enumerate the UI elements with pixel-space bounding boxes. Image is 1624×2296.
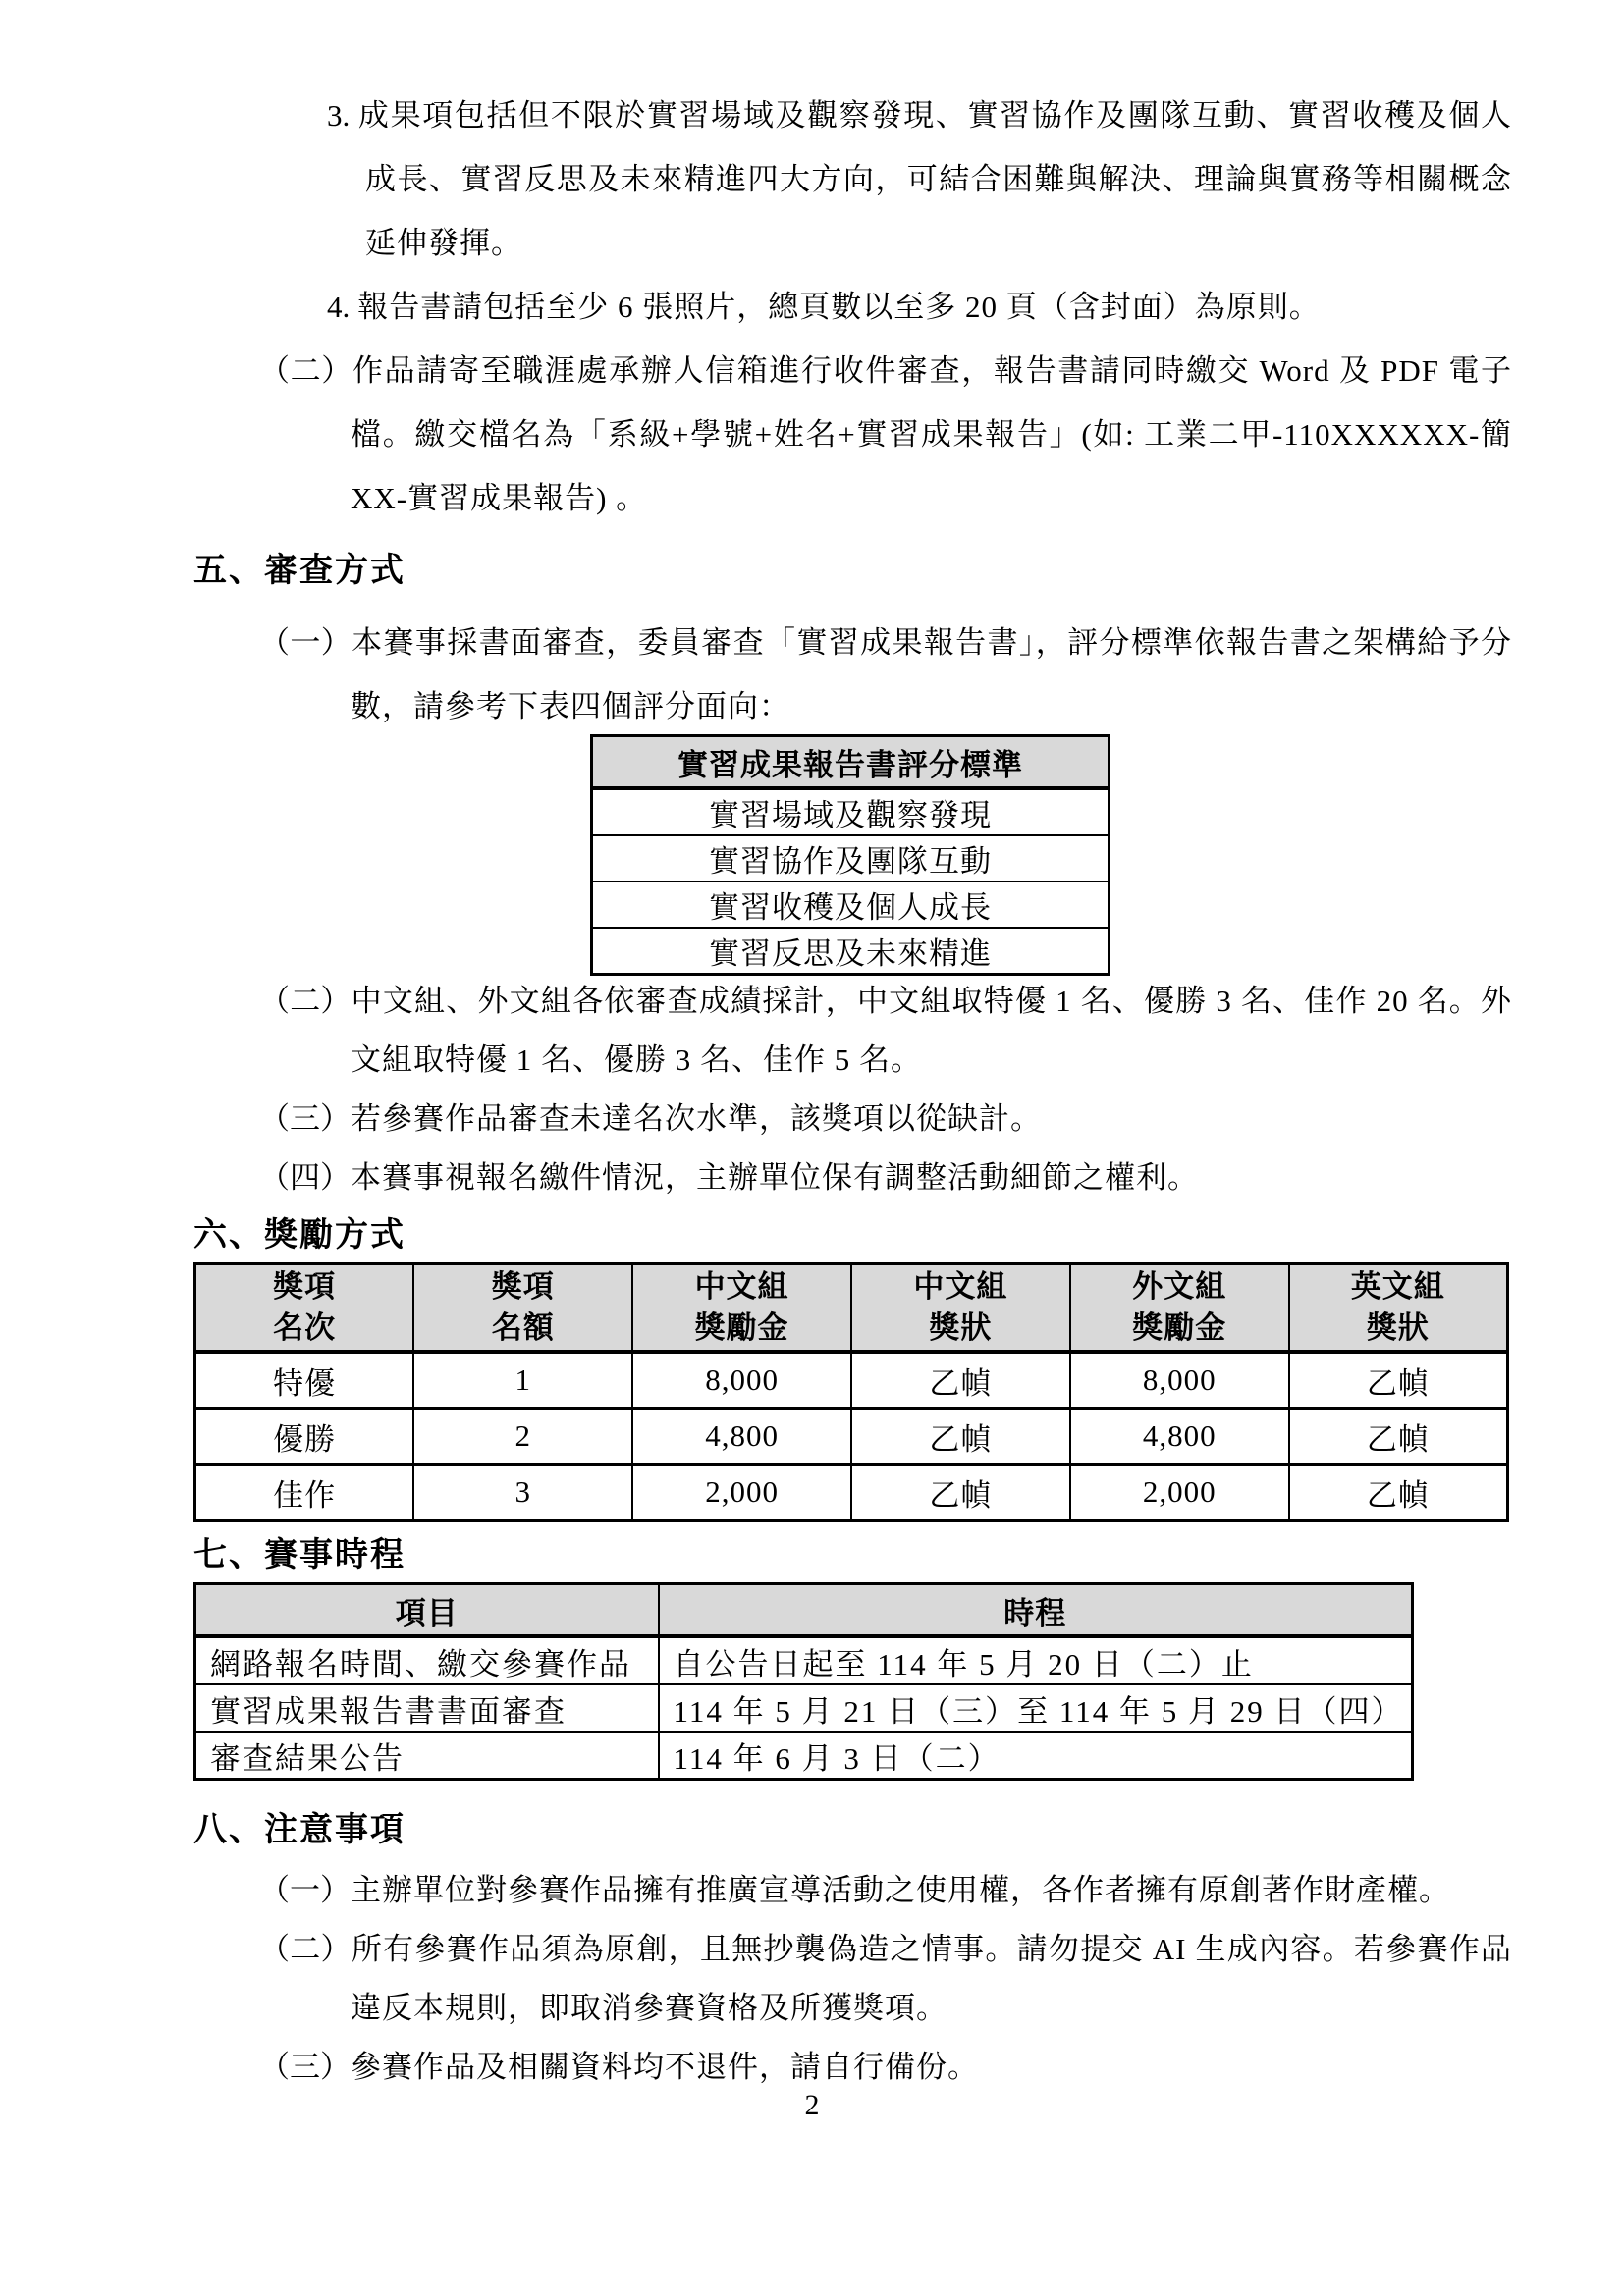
header-line: 獎勵金 (694, 1310, 789, 1345)
criteria-cell: 實習反思及未來精進 (592, 928, 1110, 975)
award-cell: 8,000 (632, 1352, 851, 1409)
section8-item2 (193, 1920, 1512, 2038)
section5-item1-text: 本賽事採書面審查，委員審查「實習成果報告書」，評分標準依報告書之架構給予分數，請參考下表四個評分面向： (351, 625, 1513, 723)
section8-item3 (193, 2038, 1512, 2097)
list-item-3-text: 成果項包括但不限於實習場域及觀察發現、實習協作及團隊互動、實習收穫及個人成長、實習反思及未來精進四大方向，可結合困難與解決、理論與實務等相關概念延伸發揮。 (357, 98, 1512, 260)
header-line: 中文組 (694, 1269, 789, 1304)
header-line: 英文組 (1350, 1269, 1445, 1304)
schedule-date-cell: 自公告日起至 114 年 5 月 20 日（二）止 (659, 1636, 1413, 1684)
section5-item3-marker: （三） (259, 1101, 351, 1136)
award-cell: 3 (413, 1465, 632, 1521)
schedule-table (193, 1582, 1414, 1781)
section5-item4-marker: （四） (259, 1160, 351, 1195)
schedule-header-cell: 時程 (659, 1584, 1413, 1637)
section5-item2-text: 中文組、外文組各依審查成績採計，中文組取特優 1 名、優勝 3 名、佳作 20 名。外文組取特優 1 名、優勝 3 名、佳作 5 名。 (351, 984, 1512, 1077)
award-cell: 乙幀 (851, 1409, 1070, 1465)
awards-header-cell (1289, 1264, 1508, 1353)
awards-header-cell (851, 1264, 1070, 1353)
schedule-item-cell: 網路報名時間、繳交參賽作品 (195, 1636, 659, 1684)
table-row (195, 1732, 1413, 1780)
criteria-cell: 實習場域及觀察發現 (592, 788, 1110, 835)
award-cell: 2,000 (1070, 1465, 1289, 1521)
list-item-3-marker: 3. (327, 98, 351, 133)
section5-items-block (193, 972, 1512, 1207)
criteria-table (590, 734, 1110, 976)
award-cell: 乙幀 (1289, 1352, 1508, 1409)
schedule-header-cell: 項目 (195, 1584, 659, 1637)
criteria-cell: 實習協作及團隊互動 (592, 835, 1110, 881)
page-number: 2 (804, 2089, 820, 2121)
table-row (195, 1409, 1508, 1465)
award-cell: 佳作 (195, 1465, 414, 1521)
criteria-header-row (592, 736, 1110, 789)
section6-heading: 六、獎勵方式 (193, 1217, 406, 1254)
award-cell: 8,000 (1070, 1352, 1289, 1409)
table-row (592, 788, 1110, 835)
awards-table (193, 1262, 1509, 1522)
list-item-4-text: 報告書請包括至少 6 張照片，總頁數以至多 20 頁（含封面）為原則。 (357, 290, 1321, 324)
awards-header-row (195, 1264, 1508, 1353)
section8-item3-marker: （三） (259, 2050, 351, 2084)
table-row (592, 881, 1110, 928)
table-row (592, 835, 1110, 881)
list-item-submission (193, 339, 1512, 530)
section5-item4-text: 本賽事視報名繳件情況，主辦單位保有調整活動細節之權利。 (351, 1160, 1199, 1195)
section8-item2-marker: （二） (259, 1932, 352, 1966)
award-cell: 乙幀 (851, 1352, 1070, 1409)
list-item-3 (193, 83, 1512, 275)
section5-item2 (193, 972, 1512, 1090)
header-line: 獎項 (491, 1269, 555, 1304)
section7-heading: 七、賽事時程 (193, 1537, 406, 1574)
award-cell: 乙幀 (851, 1465, 1070, 1521)
section5-item1 (193, 611, 1512, 738)
table-row (195, 1636, 1413, 1684)
section8-item1 (193, 1861, 1512, 1920)
section8-heading: 八、注意事項 (193, 1812, 406, 1848)
criteria-cell: 實習收穫及個人成長 (592, 881, 1110, 928)
header-line: 中文組 (913, 1269, 1008, 1304)
criteria-table-title: 實習成果報告書評分標準 (592, 736, 1110, 789)
awards-header-cell (413, 1264, 632, 1353)
schedule-date-cell: 114 年 5 月 21 日（三）至 114 年 5 月 29 日（四） (659, 1684, 1413, 1732)
header-line: 獎狀 (929, 1310, 993, 1345)
intro-items-block (193, 83, 1512, 530)
header-line: 外文組 (1132, 1269, 1227, 1304)
list-item-4-marker: 4. (327, 290, 351, 324)
award-cell: 2 (413, 1409, 632, 1465)
section5-heading: 五、審查方式 (193, 553, 406, 589)
table-row (195, 1684, 1413, 1732)
header-line: 獎勵金 (1132, 1310, 1227, 1345)
section8-item2-text: 所有參賽作品須為原創，且無抄襲偽造之情事。請勿提交 AI 生成內容。若參賽作品違反本規則，即取消參賽資格及所獲獎項。 (351, 1932, 1513, 2025)
award-cell: 4,800 (1070, 1409, 1289, 1465)
section8-items-block (193, 1861, 1512, 2097)
header-line: 名額 (491, 1310, 555, 1345)
section5-item1-block (193, 611, 1512, 738)
award-cell: 1 (413, 1352, 632, 1409)
award-cell: 優勝 (195, 1409, 414, 1465)
schedule-date-cell: 114 年 6 月 3 日（二） (659, 1732, 1413, 1780)
awards-header-cell (195, 1264, 414, 1353)
award-cell: 4,800 (632, 1409, 851, 1465)
award-cell: 特優 (195, 1352, 414, 1409)
award-cell: 2,000 (632, 1465, 851, 1521)
section8-item1-text: 主辦單位對參賽作品擁有推廣宣導活動之使用權，各作者擁有原創著作財產權。 (351, 1873, 1450, 1907)
section5-item3-text: 若參賽作品審查未達名次水準，該獎項以從缺計。 (351, 1101, 1042, 1136)
section5-item1-marker: （一） (259, 625, 352, 660)
section5-item2-marker: （二） (259, 984, 352, 1018)
awards-header-cell (632, 1264, 851, 1353)
list-item-4 (193, 275, 1512, 339)
table-row (195, 1465, 1508, 1521)
list-item-submission-marker: （二） (259, 353, 352, 388)
header-line: 獎項 (273, 1269, 337, 1304)
table-row (195, 1352, 1508, 1409)
section5-item4 (193, 1148, 1512, 1207)
schedule-item-cell: 審查結果公告 (195, 1732, 659, 1780)
award-cell: 乙幀 (1289, 1409, 1508, 1465)
section8-item1-marker: （一） (259, 1873, 351, 1907)
section5-item3 (193, 1090, 1512, 1148)
awards-header-cell (1070, 1264, 1289, 1353)
schedule-header-row (195, 1584, 1413, 1637)
header-line: 獎狀 (1366, 1310, 1430, 1345)
table-row (592, 928, 1110, 975)
schedule-item-cell: 實習成果報告書書面審查 (195, 1684, 659, 1732)
award-cell: 乙幀 (1289, 1465, 1508, 1521)
header-line: 名次 (273, 1310, 337, 1345)
section8-item3-text: 參賽作品及相關資料均不退件，請自行備份。 (351, 2050, 979, 2084)
list-item-submission-text: 作品請寄至職涯處承辦人信箱進行收件審查，報告書請同時繳交 Word 及 PDF 電子檔。繳交檔名為「系級+學號+姓名+實習成果報告」(如: 工業二甲-110XXXXXX-簡 XX-實習成果報告) 。 (351, 353, 1513, 515)
